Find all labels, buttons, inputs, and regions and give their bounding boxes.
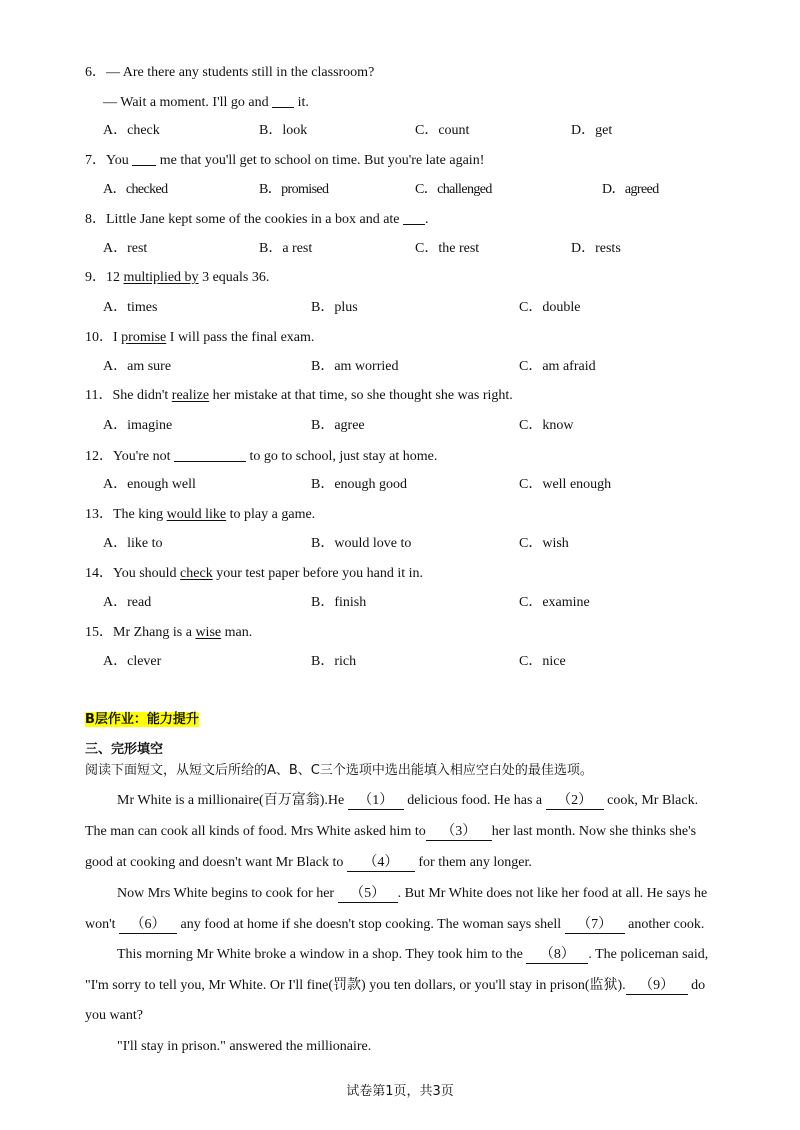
cloze-blank-2: （2） (546, 792, 604, 810)
underlined-phrase: would like (166, 507, 227, 522)
option-a: A．clever (103, 654, 162, 669)
cloze-blank-4: （4） (347, 854, 415, 872)
option-b: B．plus (311, 300, 358, 315)
answer-blank (272, 93, 294, 108)
cloze-blank-7: （7） (565, 916, 625, 934)
question-11: 11．She didn't realize her mistake at that time, so she thought she was right. (85, 388, 513, 403)
underlined-phrase: promise (121, 330, 167, 345)
cloze-blank-9: （9） (626, 977, 688, 995)
underlined-phrase: multiplied by (123, 270, 199, 285)
cloze-blank-5: （5） (338, 885, 398, 903)
option-d: D．get (571, 123, 613, 138)
option-c: C．am afraid (519, 359, 596, 374)
option-a: A．imagine (103, 418, 173, 433)
section-b-tag: B层作业：能力提升 (85, 712, 199, 727)
option-b: B．agree (311, 418, 365, 433)
passage-line: you want? (85, 1008, 143, 1023)
option-b: B．am worried (311, 359, 399, 374)
option-a: A．times (103, 300, 158, 315)
option-c: C．challenged (415, 182, 492, 197)
question-7: 7．You me that you'll get to school on time. But you're late again! (85, 153, 485, 168)
option-b: B．would love to (311, 536, 412, 551)
option-a: A．checked (103, 182, 168, 197)
option-c: C．know (519, 418, 574, 433)
question-6: 6．— Are there any students still in the classroom? (85, 65, 375, 80)
question-10: 10．I promise I will pass the final exam. (85, 330, 315, 345)
question-12: 12．You're not to go to school, just stay at home. (85, 449, 438, 464)
cloze-blank-6: （6） (119, 916, 177, 934)
option-b: B．enough good (311, 477, 408, 492)
option-c: C．examine (519, 595, 590, 610)
option-a: A．like to (103, 536, 163, 551)
question-14: 14．You should check your test paper before you hand it in. (85, 566, 424, 581)
option-a: A．am sure (103, 359, 172, 374)
section-instruction: 阅读下面短文，从短文后所给的A、B、C三个选项中选出能填入相应空白处的最佳选项。 (85, 763, 593, 778)
section-heading: 三、完形填空 (85, 742, 164, 757)
answer-blank (174, 447, 246, 462)
question-8: 8．Little Jane kept some of the cookies in a box and ate . (85, 212, 429, 227)
option-a: A．check (103, 123, 160, 138)
option-b: B．look (259, 123, 308, 138)
passage-line: good at cooking and doesn't want Mr Black to （4） for them any longer. (85, 855, 532, 870)
option-b: B．promised (259, 182, 329, 197)
passage-line: This morning Mr White broke a window in a shop. They took him to the （8） . The policeman said, (117, 947, 709, 962)
passage-line: "I'll stay in prison." answered the millionaire. (117, 1039, 372, 1054)
question-9: 9．12 multiplied by 3 equals 36. (85, 270, 270, 285)
answer-blank (403, 210, 425, 225)
underlined-phrase: realize (171, 388, 210, 403)
option-c: C．nice (519, 654, 566, 669)
option-d: D．agreed (602, 182, 659, 197)
question-15: 15．Mr Zhang is a wise man. (85, 625, 253, 640)
underlined-phrase: check (180, 566, 213, 581)
option-a: A．rest (103, 241, 148, 256)
option-a: A．read (103, 595, 152, 610)
cloze-blank-1: （1） (348, 792, 404, 810)
option-c: C．the rest (415, 241, 480, 256)
option-b: B．rich (311, 654, 357, 669)
option-d: D．rests (571, 241, 621, 256)
option-c: C．double (519, 300, 581, 315)
cloze-blank-8: （8） (526, 946, 588, 964)
question-6-reply: — Wait a moment. I'll go and it. (103, 95, 309, 110)
option-c: C．well enough (519, 477, 612, 492)
underlined-phrase: wise (195, 625, 222, 640)
passage-line: "I'm sorry to tell you, Mr White. Or I'll fine(罚款) you ten dollars, or you'll stay in prison(监狱). （9） do (85, 978, 706, 993)
cloze-blank-3: （3） (426, 823, 492, 841)
option-c: C．wish (519, 536, 569, 551)
passage-line: The man can cook all kinds of food. Mrs White asked him to （3） her last month. Now she thinks she's (85, 824, 697, 839)
passage-line: won't （6） any food at home if she doesn't stop cooking. The woman says shell （7） another cook. (85, 917, 705, 932)
question-13: 13．The king would like to play a game. (85, 507, 316, 522)
option-a: A．enough well (103, 477, 196, 492)
answer-blank (132, 151, 156, 166)
passage-line: Mr White is a millionaire(百万富翁).He （1） delicious food. He has a （2） cook, Mr Black. (117, 793, 699, 808)
option-b: B．finish (311, 595, 367, 610)
option-b: B．a rest (259, 241, 313, 256)
option-c: C．count (415, 123, 470, 138)
passage-line: Now Mrs White begins to cook for her （5） . But Mr White does not like her food at all. He says he (117, 886, 708, 901)
page-footer: 试卷第1页，共3页 (346, 1084, 454, 1099)
